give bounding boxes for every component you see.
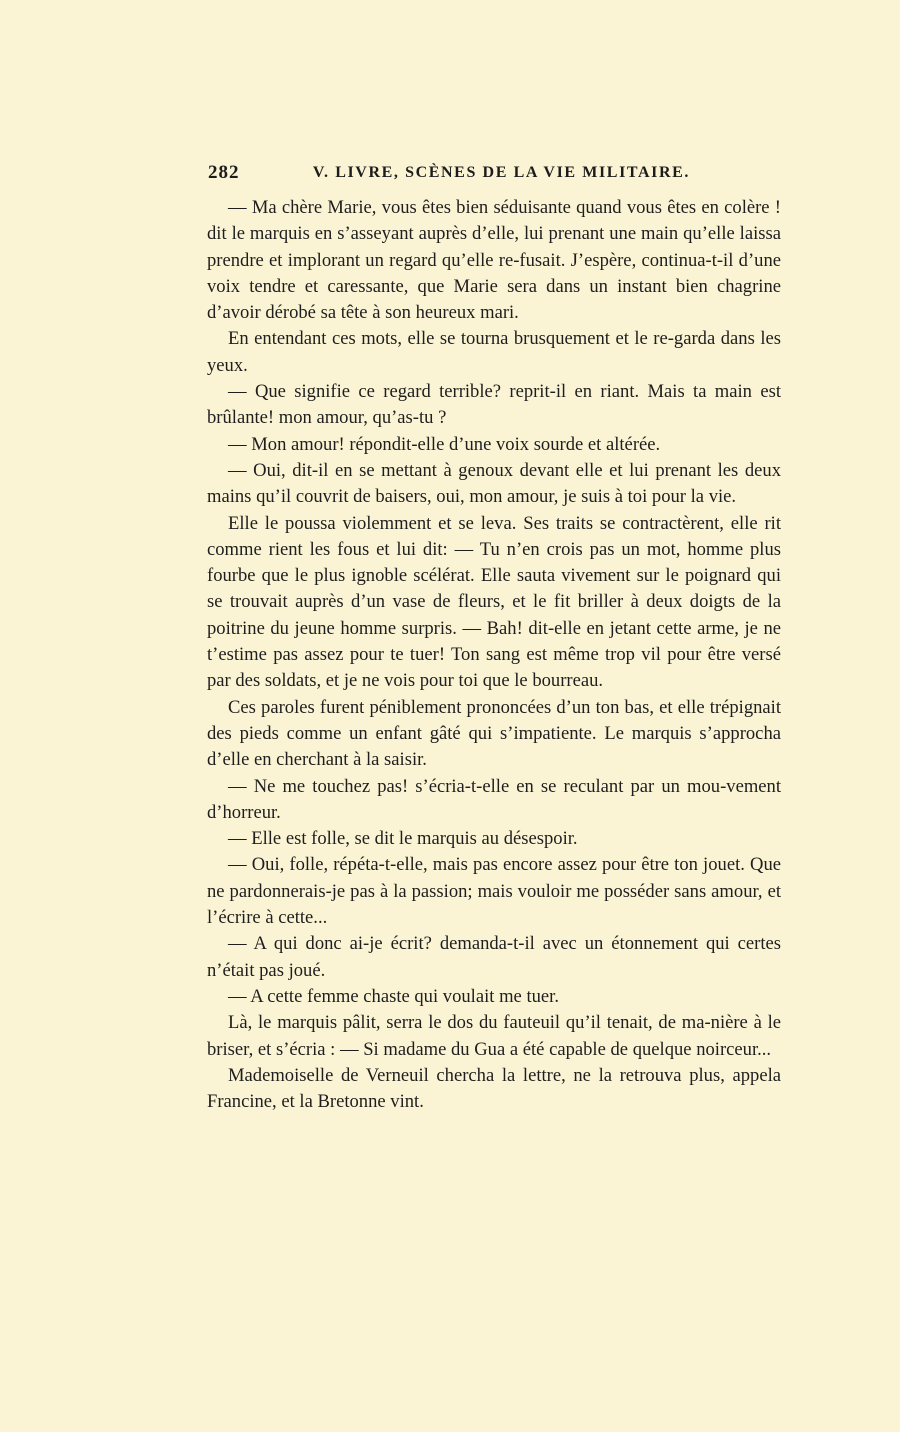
paragraph: Elle le poussa violemment et se leva. Ses traits se contractèrent, elle rit comme rient les fous et lui dit: — Tu n’en crois pas un mot, homme plus fourbe que le plus ignoble scélérat. Elle sauta vivement sur le poignard qui se trouvait auprès d’un vase de fleurs, et le fit briller à deux doigts de la poitrine du jeune homme surpris. — Bah! dit-elle en jetant cette arme, je ne t’estime pas assez pour te tuer! Ton sang est même trop vil pour être versé par des soldats, et je ne vois pour toi que le bourreau. xyxy=(207,512,781,692)
body-text xyxy=(207,195,781,1115)
paragraph: — A qui donc ai-je écrit? demanda-t-il avec un étonnement qui certes n’était pas joué. xyxy=(207,933,781,981)
paragraph: — Mon amour! répondit-elle d’une voix sourde et altérée. xyxy=(228,433,661,455)
page-number: 282 xyxy=(208,162,240,183)
paragraph: — Oui, folle, répéta-t-elle, mais pas encore assez pour être ton jouet. Que ne pardonnerais-je pas à la passion; mais vouloir me posséder sans amour, et l’écrire à cette... xyxy=(207,854,781,929)
running-title: V. LIVRE, SCÈNES DE LA VIE MILITAIRE. xyxy=(312,164,690,181)
paragraph: — A cette femme chaste qui voulait me tuer. xyxy=(228,985,559,1007)
paragraph: En entendant ces mots, elle se tourna brusquement et le re-garda dans les yeux. xyxy=(207,328,781,376)
paragraph: Là, le marquis pâlit, serra le dos du fauteuil qu’il tenait, de ma-nière à le briser, et s’écria : — Si madame du Gua a été capable de quelque noirceur... xyxy=(207,1012,781,1060)
paragraph: Mademoiselle de Verneuil chercha la lettre, ne la retrouva plus, appela Francine, et la Bretonne vint. xyxy=(207,1064,781,1113)
paragraph: Ces paroles furent péniblement prononcées d’un ton bas, et elle trépignait des pieds comme un enfant gâté qui s’impatiente. Le marquis s’approcha d’elle en cherchant à la saisir. xyxy=(207,696,781,771)
page-header xyxy=(208,162,690,190)
paragraph: — Ne me touchez pas! s’écria-t-elle en se reculant par un mou-vement d’horreur. xyxy=(207,775,781,823)
paragraph: — Ma chère Marie, vous êtes bien séduisante quand vous êtes en colère ! dit le marquis en s’asseyant auprès d’elle, lui prenant une main qu’elle laissa prendre et implorant un regard qu’elle re-fusait. J’espère, continua-t-il d’une voix tendre et caressante, que Marie sera dans un instant bien chagrine d’avoir dérobé sa tête à son heureux mari. xyxy=(207,197,781,324)
paragraph: — Elle est folle, se dit le marquis au désespoir. xyxy=(228,828,578,850)
paragraph: — Oui, dit-il en se mettant à genoux devant elle et lui prenant les deux mains qu’il couvrit de baisers, oui, mon amour, je suis à toi pour la vie. xyxy=(207,459,781,508)
paragraph: — Que signifie ce regard terrible? reprit-il en riant. Mais ta main est brûlante! mon amour, qu’as-tu ? xyxy=(207,381,781,429)
